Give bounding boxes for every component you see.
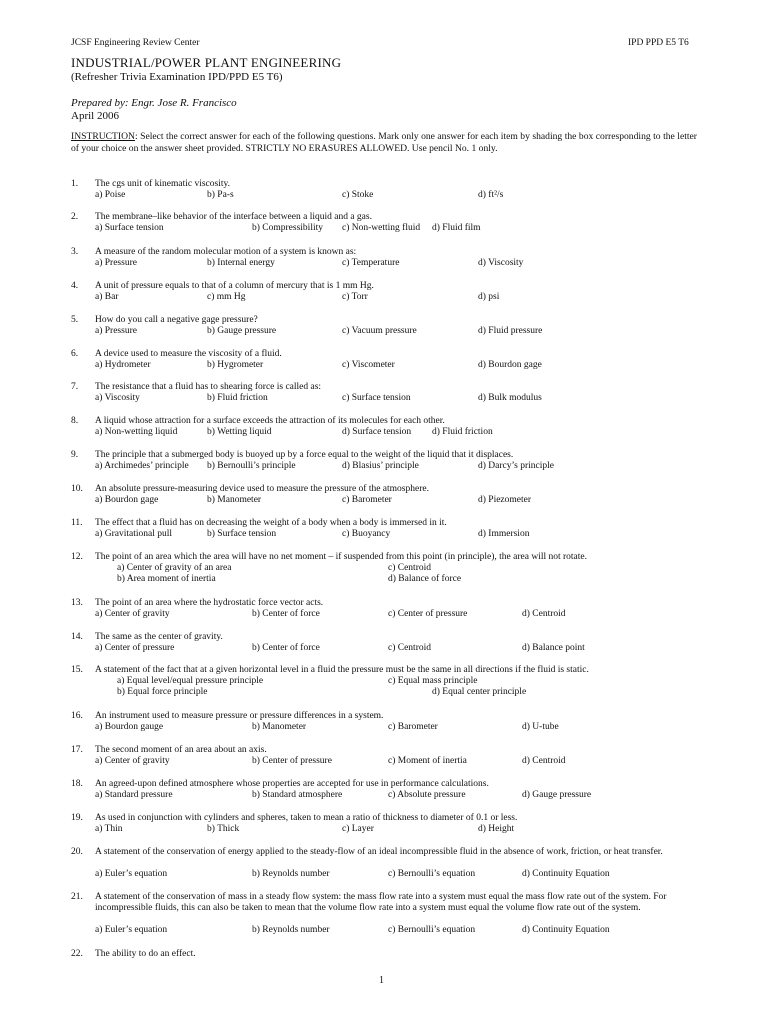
question-text: A liquid whose attraction for a surface exceeds the attraction of its molecules for each other. [95, 416, 445, 426]
question-text: How do you call a negative gage pressure? [95, 315, 258, 325]
question-text: The second moment of an area about an axis. [95, 745, 267, 755]
answer-choice: b) Hygrometer [207, 360, 264, 370]
question-text: The point of an area which the area will have no net moment – if suspended from this point (in principle), the area will not rotate. [95, 552, 588, 562]
answer-choice: d) Balance of force [388, 574, 462, 584]
answer-choice: b) Surface tension [207, 529, 277, 539]
question-text: The principle that a submerged body is buoyed up by a force equal to the weight of the liquid that it displaces. [95, 450, 514, 460]
answer-choice: a) Surface tension [95, 223, 164, 233]
answer-choice: b) Manometer [252, 722, 307, 732]
answer-choice: d) Surface tension [342, 427, 412, 437]
answer-choice: d) Height [478, 824, 515, 834]
answer-choice: c) Barometer [388, 722, 438, 732]
answer-choice: b) Reynolds number [252, 925, 330, 935]
answer-choice: c) Non-wetting fluid [342, 223, 421, 233]
answer-choice: b) Manometer [207, 495, 262, 505]
question-number: 17. [71, 745, 83, 755]
question-text: A statement of the fact that at a given horizontal level in a fluid the pressure must be the same in all directions if the fluid is static. [95, 665, 589, 675]
answer-choice: a) Center of gravity [95, 756, 170, 766]
question-number: 14. [71, 632, 83, 642]
question-text: A unit of pressure equals to that of a column of mercury that is 1 mm Hg. [95, 281, 374, 291]
answer-choice: c) Bernoulli’s equation [388, 869, 476, 879]
question-number: 5. [71, 315, 79, 325]
answer-choice: d) Piezometer [478, 495, 532, 505]
answer-choice: a) Pressure [95, 326, 137, 336]
answer-choice: d) Gauge pressure [522, 790, 592, 800]
question-text: The resistance that a fluid has to shearing force is called as: [95, 382, 322, 392]
question-number: 15. [71, 665, 83, 675]
answer-choice: a) Bourdon gage [95, 495, 159, 505]
question-number: 16. [71, 711, 83, 721]
answer-choice: d) Darcy’s principle [478, 461, 554, 471]
answer-choice: a) Archimedes’ principle [95, 461, 189, 471]
answer-choice: b) Thick [207, 824, 240, 834]
question-text: An agreed-upon defined atmosphere whose properties are accepted for use in performance calculations. [95, 779, 489, 789]
answer-choice: c) Stoke [342, 190, 374, 200]
answer-choice: b) Equal force principle [117, 687, 208, 697]
answer-choice: b) Wetting liquid [207, 427, 272, 437]
answer-choice: d) U-tube [522, 722, 559, 732]
answer-choice: c) Surface tension [342, 393, 411, 403]
question-number: 3. [71, 247, 79, 257]
answer-choice: c) Moment of inertia [388, 756, 467, 766]
instruction-text: : Select the correct answer for each of the following questions. Mark only one answer for each item by shading the box corresponding to the letter of your choice on the answer sheet provided. STRICTLY NO ERASURES ALLOWED. Use pencil No. 1 only. [71, 131, 697, 154]
question-text: An instrument used to measure pressure or pressure differences in a system. [95, 711, 384, 721]
answer-choice: c) Center of pressure [388, 609, 468, 619]
question-text: The ability to do an effect. [95, 949, 196, 959]
document-title: INDUSTRIAL/POWER PLANT ENGINEERING [71, 55, 342, 70]
answer-choice: d) ft²/s [478, 190, 504, 200]
question-text: The cgs unit of kinematic viscosity. [95, 179, 230, 189]
question-text: An absolute pressure-measuring device used to measure the pressure of the atmosphere. [95, 484, 429, 494]
answer-choice: a) Center of pressure [95, 643, 175, 653]
question-text: The point of an area where the hydrostatic force vector acts. [95, 598, 324, 608]
question-number: 22. [71, 949, 83, 959]
page-number: 1 [379, 975, 384, 986]
answer-choice: a) Euler’s equation [95, 869, 168, 879]
answer-choice: b) Pa-s [207, 190, 234, 200]
answer-choice: a) Bar [95, 292, 119, 302]
answer-choice: a) Poise [95, 190, 126, 200]
answer-choice: b) Reynolds number [252, 869, 330, 879]
question-number: 10. [71, 484, 83, 494]
instruction-label: INSTRUCTION [71, 131, 135, 142]
question-number: 11. [71, 518, 83, 528]
document-subtitle: (Refresher Trivia Examination IPD/PPD E5 T6) [71, 71, 283, 83]
answer-choice: d) Fluid friction [432, 427, 493, 437]
answer-choice: c) Torr [342, 292, 368, 302]
question-number: 20. [71, 847, 83, 857]
answer-choice: b) Internal energy [207, 258, 275, 268]
question-number: 21. [71, 892, 83, 902]
question-number: 12. [71, 552, 83, 562]
answer-choice: d) Continuity Equation [522, 925, 610, 935]
answer-choice: a) Euler’s equation [95, 925, 168, 935]
question-text: The same as the center of gravity. [95, 632, 223, 642]
answer-choice: d) Fluid film [432, 223, 481, 233]
answer-choice: a) Equal level/equal pressure principle [117, 676, 264, 686]
question-number: 4. [71, 281, 79, 291]
answer-choice: b) Area moment of inertia [117, 574, 216, 584]
answer-choice: d) psi [478, 292, 500, 302]
answer-choice: d) Centroid [522, 609, 566, 619]
answer-choice: a) Viscosity [95, 393, 140, 403]
answer-choice: a) Center of gravity [95, 609, 170, 619]
answer-choice: c) Equal mass principle [388, 676, 478, 686]
header-org: JCSF Engineering Review Center [71, 38, 200, 48]
answer-choice: d) Viscosity [478, 258, 524, 268]
header-code: IPD PPD E5 T6 [628, 38, 689, 48]
question-text: A device used to measure the viscosity of a fluid. [95, 349, 282, 359]
answer-choice: d) Continuity Equation [522, 869, 610, 879]
answer-choice: d) Equal center principle [432, 687, 527, 697]
question-text: The effect that a fluid has on decreasing the weight of a body when a body is immersed in it. [95, 518, 447, 528]
answer-choice: a) Pressure [95, 258, 137, 268]
answer-choice: c) Bernoulli’s equation [388, 925, 476, 935]
question-number: 2. [71, 212, 79, 222]
answer-choice: c) Vacuum pressure [342, 326, 417, 336]
answer-choice: a) Gravitational pull [95, 529, 173, 539]
question-text: As used in conjunction with cylinders and spheres, taken to mean a ratio of thickness to diameter of 0.1 or less. [95, 813, 518, 823]
question-text: A statement of the conservation of mass in a steady flow system: the mass flow rate into a system must equal the mass flow rate out of the system. For incompressible fluids, this can also be taken to mean that the volume flow rate into a system must equal the volume flow rate out of the system. [95, 892, 667, 913]
answer-choice: a) Bourdon gauge [95, 722, 164, 732]
answer-choice: d) Immersion [478, 529, 530, 539]
answer-choice: b) Center of force [252, 609, 320, 619]
answer-choice: b) Center of force [252, 643, 320, 653]
answer-choice: a) Standard pressure [95, 790, 173, 800]
question-number: 19. [71, 813, 83, 823]
answer-choice: c) Absolute pressure [388, 790, 466, 800]
answer-choice: b) Standard atmosphere [252, 790, 343, 800]
answer-choice: c) Barometer [342, 495, 392, 505]
instruction-block [71, 131, 697, 154]
question-number: 9. [71, 450, 79, 460]
answer-choice: d) Bourdon gage [478, 360, 542, 370]
question-number: 1. [71, 179, 79, 189]
answer-choice: d) Fluid pressure [478, 326, 543, 336]
answer-choice: a) Center of gravity of an area [117, 563, 232, 573]
answer-choice: c) mm Hg [207, 292, 246, 302]
answer-choice: b) Center of pressure [252, 756, 332, 766]
answer-choice: c) Layer [342, 824, 374, 834]
answer-choice: c) Centroid [388, 563, 432, 573]
answer-choice: a) Hydrometer [95, 360, 151, 370]
answer-choice: d) Bulk modulus [478, 393, 542, 403]
answer-choice: d) Balance point [522, 643, 585, 653]
answer-choice: c) Viscometer [342, 360, 395, 370]
answer-choice: b) Compressibility [252, 223, 323, 233]
question-text: A measure of the random molecular motion of a system is known as: [95, 247, 357, 257]
answer-choice: c) Buoyancy [342, 529, 391, 539]
answer-choice: b) Gauge pressure [207, 326, 277, 336]
answer-choice: a) Non-wetting liquid [95, 427, 178, 437]
answer-choice: c) Centroid [388, 643, 432, 653]
question-text: The membrane–like behavior of the interface between a liquid and a gas. [95, 212, 372, 222]
question-number: 18. [71, 779, 83, 789]
answer-choice: b) Fluid friction [207, 393, 268, 403]
question-number: 6. [71, 349, 79, 359]
answer-choice: b) Bernoulli’s principle [207, 461, 296, 471]
answer-choice: a) Thin [95, 824, 123, 834]
prepared-by: Prepared by: Engr. Jose R. Francisco [71, 97, 237, 109]
question-number: 13. [71, 598, 83, 608]
answer-choice: d) Blasius’ principle [342, 461, 419, 471]
question-text: A statement of the conservation of energy applied to the steady-flow of an ideal incompressible fluid in the absence of work, friction, or heat transfer. [95, 847, 663, 857]
question-number: 7. [71, 382, 79, 392]
question-number: 8. [71, 416, 79, 426]
answer-choice: c) Temperature [342, 258, 400, 268]
answer-choice: d) Centroid [522, 756, 566, 766]
document-date: April 2006 [71, 110, 119, 122]
